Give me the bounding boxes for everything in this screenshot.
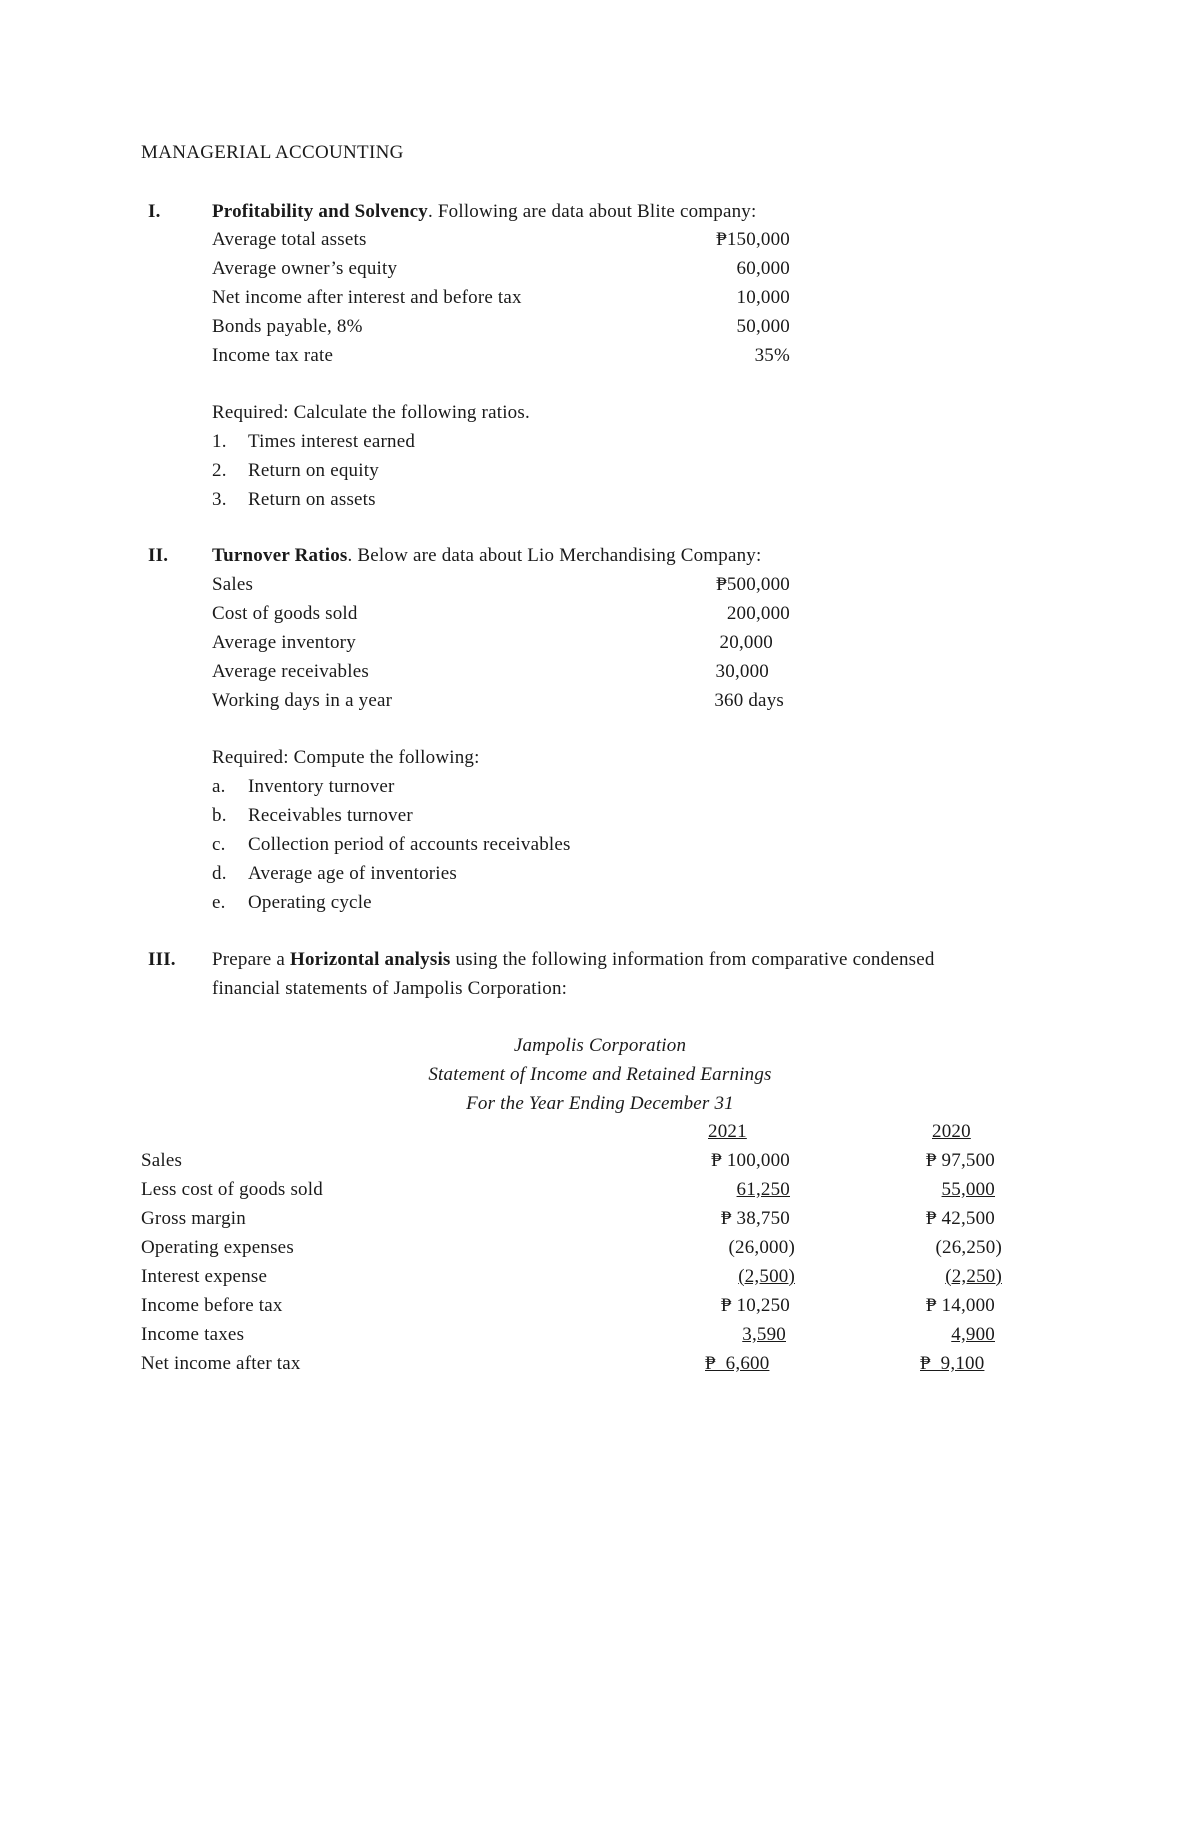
s1-item-text: Return on assets bbox=[248, 489, 376, 510]
row-label: Net income after tax bbox=[141, 1353, 301, 1374]
column-header-2020: 2020 bbox=[932, 1121, 971, 1142]
s2-item-text: Inventory turnover bbox=[248, 776, 395, 797]
row-label: Operating expenses bbox=[141, 1237, 294, 1258]
value-2020: 4,900 bbox=[951, 1324, 995, 1345]
s2-item-marker: e. bbox=[212, 892, 226, 913]
section-3-numeral: III. bbox=[148, 949, 176, 970]
value-2020: 55,000 bbox=[941, 1179, 995, 1200]
s1-row-label: Average total assets bbox=[212, 229, 367, 250]
s2-row-value: 360 days bbox=[714, 690, 784, 711]
value-2021: ₱ 10,250 bbox=[720, 1295, 790, 1316]
s2-row-label: Cost of goods sold bbox=[212, 603, 358, 624]
document-title: MANAGERIAL ACCOUNTING bbox=[141, 142, 404, 163]
value-2021: ₱ 100,000 bbox=[711, 1150, 790, 1171]
section-1-heading-bold: Profitability and Solvency bbox=[212, 201, 428, 222]
section-3-line-1 bbox=[212, 949, 935, 971]
s1-row-value: ₱150,000 bbox=[716, 229, 790, 250]
s2-item-marker: d. bbox=[212, 863, 227, 884]
s2-row-label: Sales bbox=[212, 574, 254, 595]
s2-required: Required: Compute the following: bbox=[212, 747, 480, 768]
s1-item-marker: 3. bbox=[212, 489, 227, 510]
row-label: Sales bbox=[141, 1150, 183, 1171]
s1-row-value: 10,000 bbox=[736, 287, 790, 308]
row-label: Gross margin bbox=[141, 1208, 246, 1229]
s2-item-text: Receivables turnover bbox=[248, 805, 413, 826]
s1-row-value: 50,000 bbox=[736, 316, 790, 337]
s2-row-label: Average inventory bbox=[212, 632, 356, 653]
section-3-line-1-pre: Prepare a bbox=[212, 949, 290, 970]
s2-item-marker: c. bbox=[212, 834, 226, 855]
value-2021: ₱ 6,600 bbox=[705, 1353, 770, 1374]
s1-row-value: 60,000 bbox=[736, 258, 790, 279]
value-2020: (26,250) bbox=[935, 1237, 1002, 1258]
s1-item-marker: 2. bbox=[212, 460, 227, 481]
row-label: Income taxes bbox=[141, 1324, 245, 1345]
s1-item-text: Times interest earned bbox=[248, 431, 416, 452]
section-2-heading bbox=[212, 545, 761, 567]
s2-row-value: 20,000 bbox=[719, 632, 773, 653]
section-3-line-2: financial statements of Jampolis Corporation: bbox=[212, 978, 568, 999]
column-header-2021: 2021 bbox=[708, 1121, 747, 1142]
s1-row-label: Average owner’s equity bbox=[212, 258, 398, 279]
s1-item-text: Return on equity bbox=[248, 460, 379, 481]
s2-row-value: 200,000 bbox=[726, 603, 790, 624]
value-2021: (2,500) bbox=[738, 1266, 795, 1287]
value-2020: ₱ 14,000 bbox=[925, 1295, 995, 1316]
value-2021: 61,250 bbox=[736, 1179, 790, 1200]
section-1-heading bbox=[212, 201, 756, 223]
value-2020: ₱ 42,500 bbox=[925, 1208, 995, 1229]
s2-item-marker: a. bbox=[212, 776, 226, 797]
row-label: Interest expense bbox=[141, 1266, 268, 1287]
section-2-heading-bold: Turnover Ratios bbox=[212, 545, 348, 566]
section-3-line-1-post: using the following information from comparative condensed bbox=[450, 949, 935, 970]
value-2021: (26,000) bbox=[728, 1237, 795, 1258]
s2-item-marker: b. bbox=[212, 805, 227, 826]
s2-row-label: Working days in a year bbox=[212, 690, 393, 711]
statement-company: Jampolis Corporation bbox=[513, 1035, 687, 1056]
statement-period: For the Year Ending December 31 bbox=[466, 1093, 734, 1114]
s2-item-text: Operating cycle bbox=[248, 892, 372, 913]
s2-row-value: ₱500,000 bbox=[716, 574, 790, 595]
s2-item-text: Average age of inventories bbox=[248, 863, 458, 884]
s2-row-value: 30,000 bbox=[715, 661, 769, 682]
value-2020: (2,250) bbox=[945, 1266, 1002, 1287]
s2-item-text: Collection period of accounts receivables bbox=[248, 834, 571, 855]
value-2021: ₱ 38,750 bbox=[720, 1208, 790, 1229]
section-3-line-1-bold: Horizontal analysis bbox=[289, 949, 451, 970]
s2-row-label: Average receivables bbox=[212, 661, 369, 682]
s1-required: Required: Calculate the following ratios. bbox=[212, 402, 530, 423]
value-2020: ₱ 97,500 bbox=[925, 1150, 995, 1171]
section-2-heading-rest: . Below are data about Lio Merchandising Company: bbox=[347, 545, 762, 566]
s1-row-label: Bonds payable, 8% bbox=[212, 316, 363, 337]
section-1-numeral: I. bbox=[148, 201, 161, 222]
section-1-heading-rest: . Following are data about Blite company: bbox=[427, 201, 757, 222]
s1-row-label: Income tax rate bbox=[212, 345, 334, 366]
section-2-numeral: II. bbox=[148, 545, 169, 566]
row-label: Income before tax bbox=[141, 1295, 283, 1316]
value-2021: 3,590 bbox=[742, 1324, 786, 1345]
value-2020: ₱ 9,100 bbox=[920, 1353, 985, 1374]
s1-row-value: 35% bbox=[754, 345, 790, 366]
statement-name: Statement of Income and Retained Earnings bbox=[428, 1064, 772, 1085]
s1-row-label: Net income after interest and before tax bbox=[212, 287, 522, 308]
s1-item-marker: 1. bbox=[212, 431, 227, 452]
row-label: Less cost of goods sold bbox=[141, 1179, 323, 1200]
